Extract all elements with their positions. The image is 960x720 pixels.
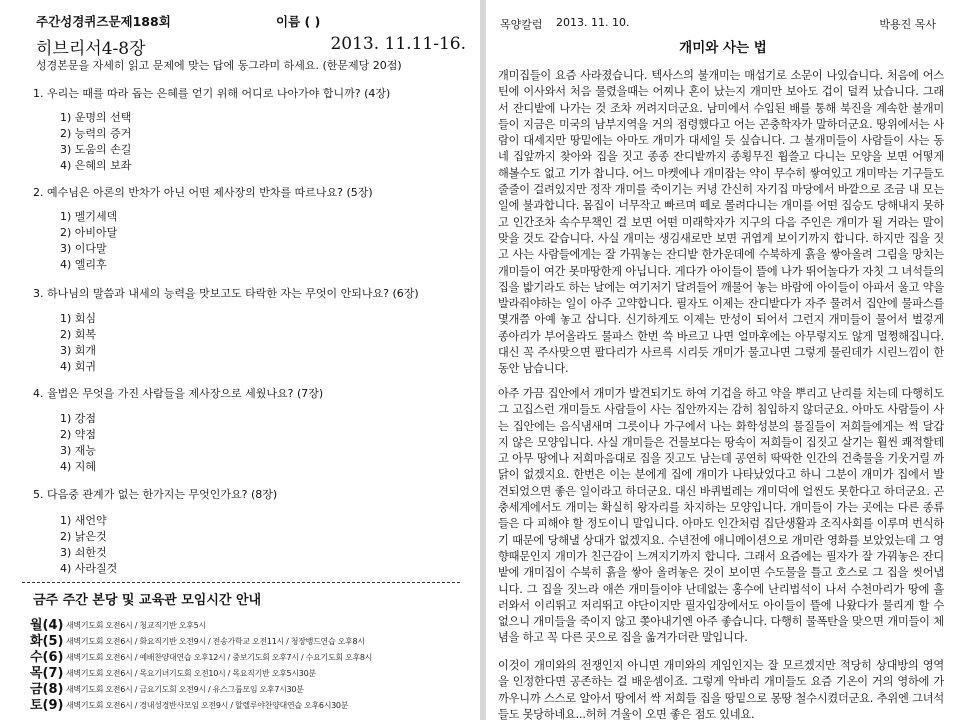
schedule-day: 토(9) [30, 698, 64, 713]
schedule-row-sat [30, 698, 470, 714]
answer-option[interactable]: 4) 사라질것 [60, 562, 118, 575]
answer-option[interactable]: 3) 이다말 [60, 242, 107, 255]
section-divider [22, 582, 460, 583]
question-5-options [60, 513, 117, 577]
answer-option[interactable]: 1) 운명의 선택 [60, 111, 132, 124]
schedule-items: 새벽기도회 오전6시 / 경내성경반사모임 오전9시 / 할렐루야찬양대연습 오후6시30분 [66, 701, 349, 710]
answer-option[interactable]: 2) 약점 [60, 428, 97, 441]
schedule-day: 수(6) [30, 650, 64, 665]
column-paragraph: 아주 가끔 집안에서 개미가 발견되기도 하여 기겁을 하고 약을 뿌리고 난리를 치는데 다행히도 그 고집스런 개미들도 사람들이 사는 집안까지는 감히 침입하지 않더군요. 아마도 사람들이 사는 집안에는 음식냄새며 그릇이나 가구에서 나는 화학성분의 물질들이 저희들에게는 썩 달갑지 않은 모양입니다. 사실 개미들은 건물보다는 땅속이 저희들이 집짓고 살기는 훨씬 쾌적할테고 아무 땅에나 저희마음대로 집을 짓고도 남는데 공연히 딱딱한 인간의 건축물을 기웃거릴 까닭이 없겠지요. 한번은 이는 분에게 집에 개미가 나타났었다고 하니 그분이 개미가 집에서 발견되었으면 좋은 일이라고 하더군요. 대신 바퀴벌레는 개미덕에 얼씬도 못한다고 하더군요. 곤충세계에서도 개미는 확실히 왕자리를 차지하는 모양입니다. 개미들이 가는 곳에는 다른 종류들은 다 피해야 할 정도이니 말입니다. 아마도 인간처럼 집단생활과 조직사회를 이루며 번식하기 때문에 당해낼 상대가 없겠지요. 수년전에 애니메이션으로 개미란 영화를 보았었는데 그 영향때문인지 개미가 친근감이 느껴지기까지 합니다. 그래서 요즘에는 필자가 잘 가꿔놓은 잔디밭에 개미집이 수북히 흙을 쌓아 올려놓은 것이 보이면 수도물을 틀고 호스로 그 집을 씻어냅니다. 그 집을 짓느라 애쓴 개미들이야 난데없는 홍수에 난리법석이 나서 수천마리가 땅에 흘러와서 이리뛰고 저리뛰고 야단이지만 필자입장에서도 아이들이 뜰에 나왔다가 물리게 할 수 없으니 개미들을 죽이지 않고 쫒아내기엔 아주 좋습니다. 다행히 물폭탄을 맞으면 개미들이 체념을 하고 꼭 다른 곳으로 집을 옮겨가더란 말입니다. [498, 387, 944, 645]
quiz-instructions: 성경본문을 자세히 읽고 문제에 맞는 답에 동그라미 하세요. (한문제당 20점) [36, 59, 402, 72]
schedule-items: 새벽기도회 오전6시 / 예배찬양대연습 오후12시 / 중보기도회 오후7시 / 수요기도회 오후8시 [66, 653, 373, 662]
column-paragraph: 이것이 개미와의 전쟁인지 아니면 개미와의 게임인지는 잘 모르겠지만 적당히 상대방의 영역을 인정한다면 공존하는 걸 배운셈이죠. 그렇게 악바리 개미들도 요즘 기온이 거의 영하에 가까우니까 스스로 알아서 땅에서 싹 저희들 집을 땅밑으로 몽땅 철수시켰더군요. 추위엔 그녀석들도 못당하네요...허허 겨울이 오면 좋은 점도 있네요. [498, 659, 944, 720]
quiz-date: 2013. 11.11-16. [330, 34, 466, 54]
answer-option[interactable]: 4) 회귀 [60, 360, 97, 373]
answer-option[interactable]: 1) 새언약 [60, 514, 107, 527]
question-1: 1. 우리는 때를 따라 돕는 은혜를 얻기 위해 어디로 나아가야 합니까? (4장) [33, 87, 391, 100]
answer-option[interactable]: 4) 지혜 [60, 460, 97, 473]
question-4: 4. 율법은 무엇을 가진 사람들을 제사장으로 세웠나요? (7장) [33, 387, 324, 400]
column-header [500, 16, 936, 32]
quiz-title: 히브리서4-8장 [36, 39, 146, 59]
quiz-title-row [36, 34, 466, 59]
schedule-day: 화(5) [30, 634, 64, 649]
question-1-options [60, 110, 131, 174]
column-page [486, 0, 960, 720]
answer-option[interactable]: 2) 아비아달 [60, 226, 118, 239]
question-5: 5. 다음중 관계가 없는 한가지는 무엇인가요? (8장) [33, 488, 278, 501]
column-paragraph: 개미집들이 요즘 사라졌습니다. 텍사스의 불개미는 매섭기로 소문이 나있습니다. 처음에 어스틴에 이사와서 처음 물렸을때는 어찌나 혼이 났는지 개미만 보아도 겁이 덜컥 났습니다. 그래서 잔디밭에 나가는 것 조차 꺼려지더군요. 남미에서 수입된 배를 통해 북진을 계속한 불개미들이 지금은 미국의 남부지역을 거의 점령했다고 어는 곤충학자가 말하더군요. 땅위에서는 사람이 대세지만 땅밑에는 아마도 개미가 대세일 듯 싶습니다. 그 불개미들이 사람들이 사는 동네 집앞까지 찾아와 집을 짓고 종종 잔디밭까지 종횡무진 휩쓸고 다니는 모양을 보면 어떻게 해볼수도 없고 기가 찹니다. 어느 마켓에나 개미잡는 약이 무수히 쌓여있고 개미막는 기구들도 줄줄이 걸려있지만 정작 개미를 죽이기는 커녕 간신히 자기집 마당에서 바깥으로 조금 내 모는 일에 불과합니다. 몸집이 너무작고 빠르며 떼로 몰려다니는 개미를 어떤 집승도 당해내지 못하고 인간조차 속수무책인 걸 보면 어떤 미래학자가 지구의 다음 주인은 개미가 될 거라는 말이 맞을 것도 같습니다. 사실 개미는 생김새로만 보면 귀엽게 보이기까지 합니다. 하지만 집을 짓고 사는 사람들에게는 잘 가꿔놓는 잔디밭 한가운데에 수북하게 흙을 쌓아올려 그림을 망치는 개미들이 여간 못마땅한게 아닙니다. 게다가 아이들이 뜰에 나가 뛰어놀다가 자칫 그 녀석들의 집을 밟기라도 하는 날에는 여기저기 달려들어 깨물어 놓는 바람에 아이들이 아파서 울고 약을 발라줘야하는 일이 아주 고약합니다. 필자도 이제는 잔디밭다가 자주 물려서 집안에 물파스를 몇개쯤 아예 놓고 삽니다. 신기하게도 이제는 만성이 되어서 그런지 개미들이 물어서 벌겋게 종아리가 부어올라도 물파스 한번 쓱 바르고 나면 얼마후에는 아무렇지도 않게 멀쩡해집니다. 대신 꼭 주사맞으면 팔다리가 사르륵 시리듯 개미가 물고나면 그렇게 물린데가 시린느낌이 한동안 남습니다. [498, 69, 944, 376]
schedule-row-mon [30, 618, 470, 634]
schedule-items: 새벽기도회 오전6시 / 청교직기반 오후5시 [66, 621, 206, 630]
schedule-day: 금(8) [30, 682, 64, 697]
answer-option[interactable]: 2) 능력의 증거 [60, 127, 132, 140]
schedule-items: 새벽기도회 오전6시 / 금요기도회 오전9시 / 유스그룹모임 오후7시30분 [66, 685, 304, 694]
answer-option[interactable]: 2) 회복 [60, 328, 97, 341]
answer-option[interactable]: 3) 재능 [60, 444, 97, 457]
column-label: 목양칼럼 [500, 18, 543, 31]
question-3: 3. 하나님의 말씀과 내세의 능력을 맛보고도 타락한 자는 무엇이 안되나요? (6장) [33, 287, 419, 300]
answer-option[interactable]: 1) 회심 [60, 312, 97, 325]
answer-option[interactable]: 3) 쇠한것 [60, 546, 107, 559]
schedule-items: 새벽기도회 오전6시 / 화요직기반 오전9시 / 전송가학교 오전11시 / 청장뱅드연습 오후8시 [66, 637, 365, 646]
question-3-options [60, 311, 96, 375]
quiz-header [36, 8, 466, 30]
schedule-list [30, 618, 470, 714]
schedule-day: 목(7) [30, 666, 64, 681]
quiz-number-label: 주간성경퀴즈문제188회 [36, 14, 171, 29]
question-4-options [60, 411, 96, 475]
question-2-options [60, 209, 117, 273]
column-title: 개미와 사는 법 [679, 40, 767, 56]
answer-option[interactable]: 3) 도움의 손길 [60, 143, 132, 156]
column-date: 2013. 11. 10. [556, 16, 630, 29]
name-field-label: 이름 ( ) [276, 14, 321, 29]
answer-option[interactable]: 4) 엘리후 [60, 258, 107, 271]
schedule-row-wed [30, 650, 470, 666]
schedule-title: 금주 주간 본당 및 교육관 모임시간 안내 [33, 593, 262, 608]
column-author: 박용진 목사 [879, 18, 936, 31]
schedule-items: 새벽기도회 오전6시 / 목요기녀기도회 오전10시 / 목요직기반 오후5시30분 [66, 669, 316, 678]
schedule-row-fri [30, 682, 470, 698]
answer-option[interactable]: 1) 강점 [60, 412, 97, 425]
answer-option[interactable]: 3) 회개 [60, 344, 97, 357]
answer-option[interactable]: 2) 낡은것 [60, 530, 107, 543]
question-2: 2. 예수님은 아론의 반차가 아닌 어떤 제사장의 반차를 따르나요? (5장) [33, 186, 373, 199]
answer-option[interactable]: 4) 은혜의 보좌 [60, 159, 132, 172]
schedule-row-tue [30, 634, 470, 650]
answer-option[interactable]: 1) 멜기세덱 [60, 210, 118, 223]
schedule-day: 월(4) [30, 618, 64, 633]
schedule-row-thu [30, 666, 470, 682]
